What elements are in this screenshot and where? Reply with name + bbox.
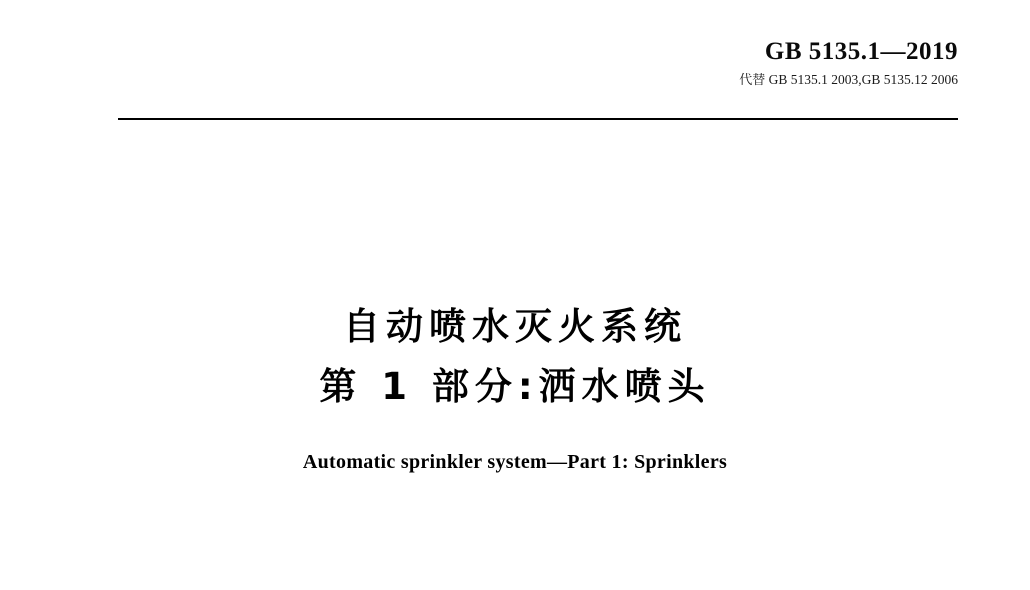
standard-header <box>739 38 958 88</box>
standard-number <box>739 38 958 66</box>
title-english: Automatic sprinkler system—Part 1: Sprinklers <box>302 451 728 474</box>
replaces-text: GB 5135.1 2003,GB 5135.12 2006 <box>768 71 958 87</box>
standard-prefix: GB <box>764 38 802 65</box>
title-block <box>0 300 1030 474</box>
title-chinese-line-2: 第 1 部分:洒水喷头 <box>319 364 711 408</box>
replaces-label: 代替 <box>739 72 766 88</box>
replaces-line <box>739 72 958 89</box>
standard-code: 5135.1—2019 <box>808 38 958 65</box>
header-divider <box>118 118 958 120</box>
title-chinese-line-1: 自动喷水灭火系统 <box>343 305 687 348</box>
